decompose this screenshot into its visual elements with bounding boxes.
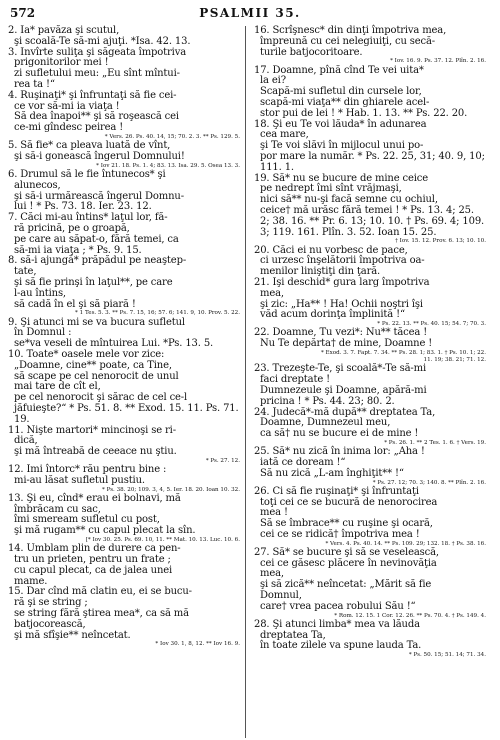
verse-line: 6. Drumul să le fie întunecos* şi — [8, 168, 166, 180]
verse-continuation: tru un prieten, pentru un frate ; — [14, 554, 171, 566]
page-number: 572 — [10, 6, 36, 20]
verse-continuation: şi să zică** neîncetat: „Mărit să fie — [260, 579, 432, 591]
verse-line: 24. Judecă*-mă după** dreptatea Ta, — [254, 406, 436, 418]
cross-reference: * Ps. 26. 1. ** 2 Tes. 1. 6. † Vers. 19. — [384, 439, 486, 446]
verse-continuation: pe cel nenorocit şi sărac de cel ce-l — [14, 392, 188, 404]
verse-continuation: Să se îmbrace** cu ruşine şi ocară, — [260, 518, 433, 530]
verse-continuation: stor pui de lei ! * Hab. 1. 13. ** Ps. 22. 20. — [260, 107, 468, 119]
verse-line: 25. Să* nu zică în inima lor: „Aha ! — [254, 446, 425, 458]
verse-continuation: mea, — [260, 568, 284, 580]
cross-reference: * Exod. 3. 7. Fapt. 7. 34. ** Ps. 28. 1; 83. 1. † Ps. 10. 1; 22. — [320, 349, 486, 356]
verse-continuation: şi să-i urmărească îngerul Domnu- — [14, 190, 184, 202]
cross-reference: * Vers. 26. Ps. 40. 14, 15; 70. 2. 3. ** Ps. 129. 5. — [104, 133, 240, 140]
verse-continuation: Domnul, — [260, 590, 302, 602]
cross-reference: * Ps. 38. 20; 109. 3, 4, 5. Ier. 18. 20. Ioan 10. 32. — [102, 486, 240, 493]
verse-continuation: să cadă în el şi să piară ! — [14, 298, 136, 310]
verse-continuation: împreună cu cei nelegiuiţi, cu secă- — [260, 35, 436, 47]
verse-continuation: scapă-mi viaţa** din ghiarele acel- — [260, 96, 430, 108]
cross-reference: † Iov. 15. 12. Prov. 6. 13; 10. 10. — [395, 238, 486, 245]
verse-line: 21. Işi deschid* gura larg împotriva — [254, 276, 430, 288]
running-title: PSALMII 35. — [199, 6, 301, 20]
verse-continuation: şi scoală-Te să-mi ajuţi. *Isa. 42. 13. — [14, 35, 191, 47]
verse-continuation: mea, — [260, 287, 284, 299]
left-column — [8, 26, 240, 649]
verse-continuation: se string fără ştirea mea*, ca să mă — [14, 608, 189, 620]
verse-continuation: îmi smeream sufletul cu post, — [14, 514, 160, 526]
verse-continuation: mea ! — [260, 507, 288, 519]
cross-reference: * Vers. 4. Ps. 40. 14. ** Ps. 109. 29; 132. 18. † Ps. 38. 16. — [325, 540, 486, 547]
verse-continuation: menilor liniştiţi din ţară. — [260, 266, 381, 278]
verse-continuation: pe nedrept îmi sînt vrăjmaşi, — [260, 183, 402, 195]
cross-reference: * Iov. 16. 9. Ps. 37. 12. Plîn. 2. 16. — [390, 58, 486, 65]
verse-continuation: l-au întins, — [14, 287, 66, 299]
cross-reference: * Ps. 50. 15; 51. 14; 71. 34. — [408, 652, 486, 659]
verse-continuation: tate, — [14, 266, 37, 278]
verse-continuation: iată ce doream !“ — [260, 456, 346, 468]
page-header — [0, 6, 500, 22]
verse-continuation: şi mă rugam** cu capul plecat la sîn. — [14, 525, 196, 537]
verse-continuation: la ei? — [260, 75, 286, 87]
verse-line: 27. Să* se bucure şi să se veselească, — [254, 546, 439, 558]
verse-continuation: mi-au lăsat sufletul pustiu. — [14, 474, 145, 486]
cross-reference: [* Iov 30. 25. Ps. 69. 10, 11. ** Mat. 10. 13. Luc. 10. 6. — [85, 537, 240, 544]
cross-reference: * Ps. 27. 12. — [205, 457, 240, 464]
verse-continuation: rea ta !“ — [14, 78, 55, 90]
verse-line: 28. Şi atunci limba* mea va lăuda — [254, 618, 420, 630]
verse-continuation: turile batjocoritoare. — [260, 46, 363, 58]
verse-continuation: Scapă-mi sufletul din cursele lor, — [260, 86, 422, 98]
verse-continuation: Să dea înapoi** şi să roşească cei — [14, 111, 179, 123]
verse-continuation: se*va veseli de mîntuirea Lui. *Ps. 13. 5. — [14, 338, 214, 350]
verse-line: 17. Doamne, pînă cînd Te vei uita* — [254, 64, 424, 76]
verse-continuation: jăfuieşte?“ * Ps. 51. 8. ** Exod. 15. 11. Ps. 71. 19. — [14, 402, 239, 425]
verse-line: 9. Şi atunci mi se va bucura sufletul — [8, 316, 185, 328]
verse-continuation: ce-mi gîndesc peirea ! — [14, 122, 124, 134]
cross-reference: * Rom. 12. 15. 1 Cor. 12. 26. ** Ps. 70. 4. † Ps. 149. 4. — [334, 612, 486, 619]
verse-line: 18. Şi eu Te voi lăuda* în adunarea — [254, 118, 427, 130]
verse-continuation: dică, — [14, 435, 38, 447]
verse-continuation: cea mare, — [260, 129, 309, 141]
cross-reference: * Ps. 22. 13. ** Ps. 40. 15; 54. 7; 70. 3. — [377, 321, 486, 328]
verse-continuation: dreptatea Ta, — [260, 629, 326, 641]
verse-continuation: lui ! * Ps. 73. 18. Ier. 23. 12. — [14, 201, 152, 213]
verse-continuation: ce vor să-mi ia viaţa ! — [14, 100, 120, 112]
verse-continuation: şi să-i gonească îngerul Domnului! — [14, 150, 185, 162]
verse-line: 22. Doamne, Tu vezi*: Nu** tăcea ! — [254, 327, 428, 339]
cross-reference: 11. 19; 38. 21; 71. 12. — [423, 357, 486, 364]
verse-continuation: îmbrăcam cu sac, — [14, 503, 101, 515]
verse-continuation: pe care au săpat-o, fără temei, ca — [14, 233, 179, 245]
verse-continuation: Nu Te depărta† de mine, Doamne ! — [260, 338, 433, 350]
cross-reference: * Iov 30. 1, 8, 12. ** Iov 16. 9. — [155, 641, 240, 648]
verse-continuation: por mare la număr. * Ps. 22. 25, 31; 40. 9, 10; 111. 1. — [260, 150, 485, 173]
verse-continuation: în Domnul : — [14, 327, 72, 339]
cross-reference: * 1 Tes. 5. 3. ** Ps. 7. 15, 16; 57. 6; 141. 9, 10. Prov. 5. 22. — [75, 310, 240, 317]
verse-continuation: ca să† nu se bucure ei de mine ! — [260, 428, 419, 440]
verse-line: 2. Ia* pavăza şi scutul, — [8, 25, 120, 36]
column-divider — [245, 26, 246, 738]
verse-line: 15. Dar cînd mă clatin eu, ei se bucu- — [8, 586, 192, 598]
verse-continuation: faci dreptate ! — [260, 374, 331, 386]
verse-continuation: cu capul plecat, ca de jalea unei — [14, 564, 173, 576]
verse-continuation: ci urzesc înşelătorii împotriva oa- — [260, 255, 425, 267]
verse-continuation: în toate zilele va spune lauda Ta. — [260, 640, 422, 652]
verse-line: 16. Scrîşnesc* din dinţi împotriva mea, — [254, 25, 447, 36]
verse-continuation: „Doamne, cine** poate, ca Tine, — [14, 359, 172, 371]
verse-continuation: să-mi ia viaţa ; * Ps. 9. 15. — [14, 244, 142, 256]
verse-line: 12. Imi întorc* rău pentru bine : — [8, 464, 167, 476]
verse-line: 3. Invîrte suliţa şi săgeata împotriva — [8, 46, 187, 58]
verse-continuation: mai tare de cît el, — [14, 381, 101, 393]
verse-continuation: mame. — [14, 575, 48, 587]
verse-continuation: ră şi se string ; — [14, 597, 88, 609]
verse-continuation: să scape pe cel nenorocit de unul — [14, 370, 179, 382]
verse-continuation: Să nu zică „L-am înghiţit** !“ — [260, 467, 404, 479]
verse-continuation: 2; 38. 16. ** Pr. 6. 13; 10. 10. † Ps. 69. 4; 109. 3; 119. 161. Plîn. 3. 52. Ioan 15. 25. — [260, 215, 485, 238]
verse-line: 10. Toate* oasele mele vor zice: — [8, 348, 165, 360]
verse-continuation: şi zic: „Ha** ! Ha! Ochii noştri îşi — [260, 298, 423, 310]
verse-continuation: nici să** nu-şi facă semne cu ochiul, — [260, 194, 438, 206]
verse-continuation: batjocorească, — [14, 618, 86, 630]
verse-continuation: văd acum dorinţa împlinită !“ — [260, 309, 405, 321]
verse-continuation: şi mă întreabă de ceeace nu ştiu. — [14, 446, 177, 458]
verse-continuation: toţi cei ce se bucură de nenorocirea — [260, 496, 438, 508]
verse-continuation: Dumnezeule şi Doamne, apără-mi — [260, 384, 427, 396]
verse-continuation: şi Te voi slăvi în mijlocul unui po- — [260, 140, 424, 152]
verse-continuation: pricina ! * Ps. 44. 23; 80. 2. — [260, 395, 395, 407]
cross-reference: * Iov 21. 18. Ps. 1. 4; 83. 13. Isa. 29. 5. Osea 13. 3. — [96, 162, 240, 169]
verse-line: 4. Ruşinaţi* şi înfruntaţi să fie cei- — [8, 89, 177, 101]
verse-continuation: şi să fie prinşi în laţul**, pe care — [14, 276, 173, 288]
cross-reference: * Ps. 27. 12; 70. 3; 140. 8. ** Plîn. 2. 16. — [372, 479, 486, 486]
verse-line: 13. Şi eu, cînd* erau ei bolnavi, mă — [8, 492, 181, 504]
verse-continuation: care† vrea pacea robului Său !“ — [260, 600, 416, 612]
verse-continuation: alunecos, — [14, 179, 61, 191]
verse-line: 20. Căci ei nu vorbesc de pace, — [254, 244, 408, 256]
verse-line: 14. Umblam plin de durere ca pen- — [8, 543, 181, 555]
right-column — [254, 26, 486, 659]
verse-line: 23. Trezeşte-Te, şi scoală*-Te să-mi — [254, 363, 427, 375]
verse-continuation: zi sufletului meu: „Eu sînt mîntui- — [14, 68, 180, 80]
verse-continuation: prigonitorilor mei ! — [14, 57, 109, 69]
verse-continuation: Doamne, Dumnezeul meu, — [260, 417, 391, 429]
verse-line: 11. Nişte martori* mincinoşi se ri- — [8, 424, 176, 436]
verse-continuation: cei ce se ridică† împotriva mea ! — [260, 528, 420, 540]
verse-continuation: cei ce găsesc plăcere în nevinovăţia — [260, 557, 437, 569]
verse-continuation: ceice† mă urăsc fără temei ! * Ps. 13. 4; 25. — [260, 204, 474, 216]
verse-continuation: ră pricină, pe o groapă, — [14, 222, 130, 234]
verse-line: 26. Ci să fie ruşinaţi* şi înfruntaţi — [254, 485, 419, 497]
verse-continuation: şi mă sfîşie** neîncetat. — [14, 629, 131, 641]
verse-line: 19. Să* nu se bucure de mine ceice — [254, 172, 428, 184]
verse-line: 8. să-i ajungă* prăpădul pe neaştep- — [8, 255, 187, 267]
verse-line: 5. Să fie* ca pleava luată de vînt, — [8, 140, 171, 152]
verse-line: 7. Căci mi-au întins* laţul lor, fă- — [8, 212, 168, 224]
